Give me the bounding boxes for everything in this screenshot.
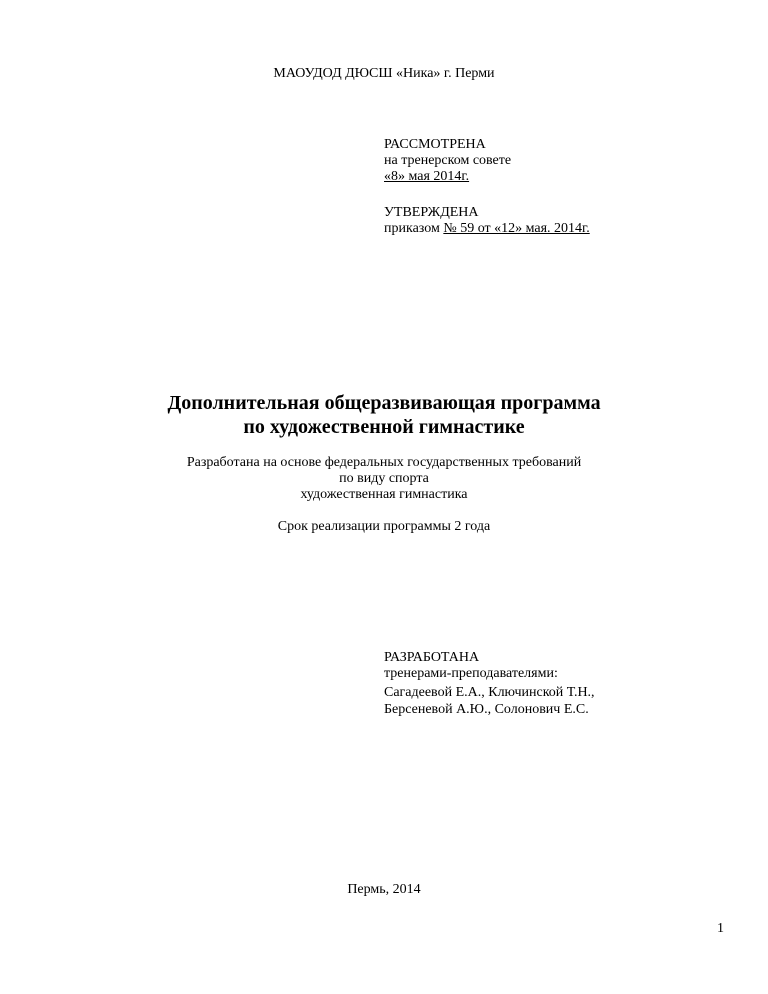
- reviewed-by: на тренерском совете: [384, 153, 512, 168]
- authors-names-line2: Берсеневой А.Ю., Солонович Е.С.: [384, 702, 589, 717]
- authors-label: РАЗРАБОТАНА: [384, 650, 480, 665]
- basis-line2: по виду спорта: [339, 471, 429, 486]
- authors-role: тренерами-преподавателями:: [384, 666, 558, 681]
- approved-label: УТВЕРЖДЕНА: [384, 205, 479, 220]
- program-term: Срок реализации программы 2 года: [277, 519, 491, 534]
- page-number: 1: [717, 921, 724, 936]
- document-title-line2: по художественной гимнастике: [243, 416, 525, 438]
- document-title-line1: Дополнительная общеразвивающая программа: [167, 392, 601, 414]
- place-year: Пермь, 2014: [347, 882, 421, 897]
- organization-header: МАОУДОД ДЮСШ «Ника» г. Перми: [273, 66, 495, 81]
- basis-line1: Разработана на основе федеральных государственных требований: [186, 455, 582, 470]
- reviewed-date: «8» мая 2014г.: [384, 169, 470, 184]
- authors-names-line1: Сагадеевой Е.А., Ключинской Т.Н.,: [384, 685, 595, 700]
- approved-line: [384, 221, 590, 237]
- approved-order: № 59 от «12» мая. 2014г.: [443, 221, 590, 236]
- approved-prefix: приказом: [384, 221, 440, 236]
- basis-line3: художественная гимнастика: [300, 487, 468, 502]
- reviewed-label: РАССМОТРЕНА: [384, 137, 486, 152]
